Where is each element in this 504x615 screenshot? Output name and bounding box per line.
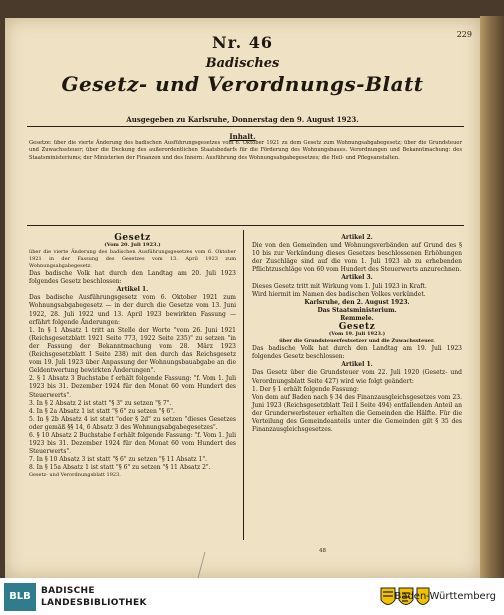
law-lead: über die Grundsteuerfestsetzer und die Zuwachssteuer.: [279, 338, 435, 345]
masthead-title: Gesetz- und Verordnungs-Blatt: [61, 72, 424, 96]
region-label: Baden-Württemberg: [394, 591, 496, 602]
list-item: 7. In § 10 Absatz 3 ist statt "§ 6" zu setzen "§ 11 Absatz 1".: [29, 456, 207, 464]
list-item: 2. § 1 Absatz 3 Buchstabe f erhält folgende Fassung: "f. Vom 1. Juli 1923 bis 31. Dezember 1924 für den Monat 60 vom Hundert des Steuerwerts".: [29, 375, 236, 399]
paragraph: Von dem auf Baden nach § 34 des Finanzausgleichsgesetzes vom 23. Juni 1923 (Reichsgesetzblatt Teil I Seite 494) entfallenden Anteil an der Grunderwerbsteuer erhalten die Gemeinden die Hälfte. Für die Verteilung des Gemeindeanteils unter die Gemeinden gilt § 35 des Finanzausgleichsgesetzes.: [252, 393, 462, 434]
sheet-number: 48: [319, 548, 326, 554]
document-page: [5, 18, 480, 578]
right-column: [252, 234, 462, 434]
paragraph: Dieses Gesetz tritt mit Wirkung vom 1. Juli 1923 in Kraft.: [252, 282, 427, 290]
law-date: (Vom 20. Juli 1923.): [104, 242, 161, 249]
issue-number: Nr. 46: [212, 33, 273, 52]
paragraph: Die von den Gemeinden und Wohnungsverbänden auf Grund des § 10 bis zur Verkündung dieses Gesetzes beschlossenen Erhöhungen der Zuschläge sind auf die vom 1. Juli 1923 ab zu erhebenden Pflichtzuschläge von 60 vom Hundert des Steuerwerts anzurechnen.: [252, 242, 462, 274]
article-heading: Artikel 2.: [341, 234, 373, 241]
paragraph: Wird hiermit im Namen des badischen Volkes verkündet.: [252, 290, 426, 298]
left-column: [29, 234, 236, 479]
list-item: 8. In § 15a Absatz 1 ist statt "§ 6" zu setzen "§ 11 Absatz 2".: [29, 464, 211, 472]
article-heading: Artikel 1.: [116, 286, 149, 294]
law-date: (Vom 19. Juli 1923.): [328, 331, 386, 338]
list-item: 6. § 10 Absatz 2 Buchstabe f erhält folgende Fassung: "f. Vom 1. Juli 1923 bis 31. Dezember 1924 für den Monat 60 vom Hundert des Steuerwerts".: [29, 431, 236, 456]
library-name-line1: BADISCHE: [41, 586, 95, 596]
blb-logo-icon[interactable]: BLB: [4, 583, 36, 611]
page-number: 229: [456, 30, 472, 39]
signature-place: Karlsruhe, den 2. August 1923.: [304, 298, 410, 306]
law-title: Gesetz: [338, 322, 376, 333]
law-lead: über die vierte Änderung des badischen Ausführungsgesetzes vom 6. Oktober 1921 in der Fassung des Gesetzes vom 13. April 1923 zum Wohnungsabgabegesetz.: [29, 249, 236, 270]
signature-name: Remmele.: [340, 314, 374, 322]
paragraph: Das Gesetz über die Grundsteuer vom 22. Juli 1920 (Gesetz- und Verordnungsblatt Seite 427) wird wie folgt geändert:: [252, 369, 462, 385]
paragraph: Das badische Ausführungsgesetz vom 6. Oktober 1921 zum Wohnungsabgabegesetz — in der durch die Gesetze vom 13. Juni 1922, 28. Juli 1922 und 13. April 1923 bewirkten Fassung — erfährt folgende Änderungen:: [29, 294, 236, 326]
article-heading: Artikel 1.: [341, 361, 373, 369]
contents-heading: Inhalt.: [229, 132, 256, 141]
footer-note: Gesetz- und Verordnungsblatt 1923.: [29, 472, 121, 479]
issue-date-line: Ausgegeben zu Karlsruhe, Donnerstag den 9. August 1923.: [126, 115, 359, 124]
pencil-mark: [198, 552, 228, 578]
library-name-line2: LANDESBIBLIOTHEK: [41, 598, 147, 608]
paragraph: Das badische Volk hat durch den Landtag am 19. Juli 1923 folgendes Gesetz beschlossen:: [252, 345, 462, 361]
list-item: 1. In § 1 Absatz 1 tritt an Stelle der Worte "vom 26. Juni 1921 (Reichsgesetzblatt 1921 Seite 773, 1922 Seite 235)" zu setzen "in der Fassung der Bekanntmachung vom 28. März 1923 (Reichsgesetzblatt I Seite 238) mit den durch das Reichsgesetz vom 19. Juli 1923 über Anpassung der Wohnungsbauabgabe an die Geldentwertung bewirkten Änderungen".: [29, 326, 236, 375]
divider: [27, 225, 464, 226]
divider: [27, 126, 464, 127]
list-item: 3. In § 2 Absatz 2 ist statt "§ 3" zu setzen "§ 7".: [29, 399, 172, 407]
paragraph: Das badische Volk hat durch den Landtag am 20. Juli 1923 folgendes Gesetz beschlossen:: [29, 270, 236, 286]
list-item: 4. In § 2a Absatz 1 ist statt "§ 6" zu setzen "§ 6".: [29, 407, 175, 415]
contents-text: Gesetze: über die vierte Änderung des badischen Ausführungsgesetzes vom 6. Oktober 1921 zu dem Gesetz zum Wohnungsabgabegesetz; über die Grundsteuer und Zuwachssteuer; über die Deckung des außerordentlichen Staatsbedarfs für die Förderung des Wohnungsbaues. Verordnungen und Bekanntmachung: des Staatsministeriums; der Ministerien der Finanzen und des Innern: Ausführung des Wohnungsabgabegesetzes; die Heil- und Pflegeanstalten.: [29, 140, 462, 161]
book-edge: [480, 16, 504, 578]
signature-ministry: Das Staatsministerium.: [317, 306, 397, 314]
masthead-subtitle: Badisches: [205, 56, 280, 71]
article-heading: Artikel 3.: [341, 274, 373, 282]
paragraph: 1. Der § 1 erhält folgende Fassung:: [252, 385, 359, 393]
list-item: 5. In § 2b Absatz 4 ist statt "oder § 2d" zu setzen "dieses Gesetzes oder gemäß §§ 14, 6 Absatz 3 des Wohnungsabgabegesetzes".: [29, 415, 236, 431]
law-title: Gesetz: [114, 233, 151, 243]
column-divider: [243, 230, 244, 540]
